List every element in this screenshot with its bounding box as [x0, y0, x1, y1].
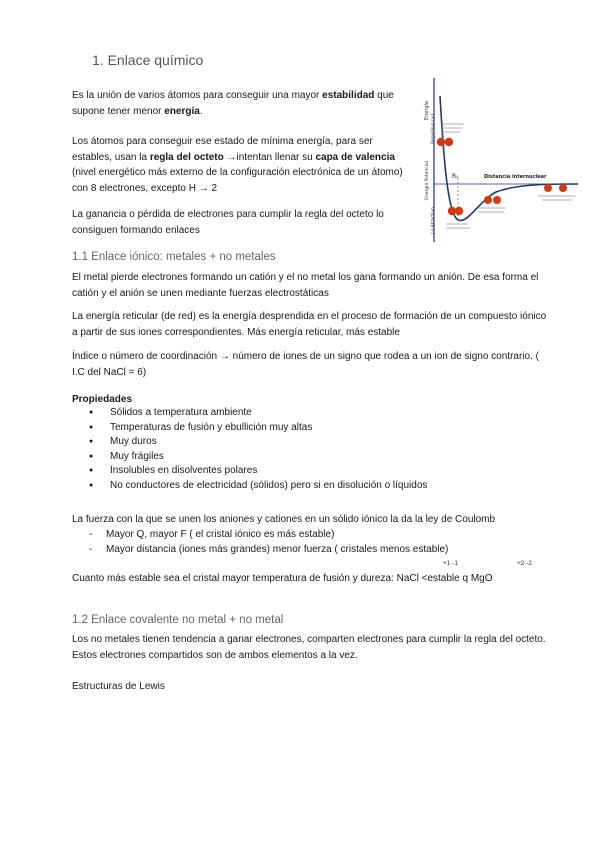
atom	[455, 207, 463, 215]
list-item: - Mayor Q, mayor F ( el cristal iónico es más estable)	[72, 528, 448, 543]
list-item: - Mayor distancia (iones más grandes) menor fuerza ( cristales menos estable)	[72, 543, 448, 558]
energy-diagram	[418, 74, 582, 250]
intro-paragraph-3: La ganancia o pérdida de electrones para cumplir la regla del octeto lo consiguen formando enlaces	[72, 209, 384, 236]
heading-ionic: 1.1 Enlace iónico: metales + no metales	[72, 251, 276, 263]
ionic-paragraph-3: Índice o número de coordinación → número de iones de un signo que rodea a un ion de signo contrario. ( I.C del NaCl = 6)	[72, 351, 539, 378]
potential-curve	[440, 96, 578, 220]
intro-paragraph-2: Los átomos para conseguir ese estado de mínima energía, para ser estables, usan la regla del octeto →intentan llenar su capa de valencia (nivel energético más externo de la configuración electrónica de un átomo) con 8 electrones, excepto H → 2	[72, 136, 403, 194]
list-item: ● Muy frágiles	[72, 450, 427, 465]
atom	[445, 138, 453, 146]
mgo-charges: +2 -2	[517, 560, 532, 567]
coulomb-list	[72, 528, 448, 557]
properties-list	[72, 406, 427, 494]
atom	[437, 138, 445, 146]
y-label-potential: Energía Potencial	[425, 161, 430, 200]
covalent-paragraph-1: Los no metales tienen tendencia a ganar electrones, comparten electrones para cumplir la regla del octeto. Estos electrones compartidos son de ambos elementos a la vez.	[72, 634, 546, 661]
stability-paragraph: Cuanto más estable sea el cristal mayor temperatura de fusión y dureza: NaCl <estable q MgO	[72, 573, 493, 584]
r0-label: R₀	[452, 173, 459, 180]
nacl-charges: +1 -1	[443, 560, 458, 567]
distance-label: Distancia internuclear	[484, 174, 547, 180]
heading-covalent: 1.2 Enlace covalente no metal + no metal	[72, 614, 284, 626]
atom	[493, 196, 501, 204]
coulomb-paragraph: La fuerza con la que se unen los aniones y cationes en un sólido iónico la da la ley de Coulomb	[72, 514, 496, 525]
atom	[484, 196, 492, 204]
list-item: ● Sólidos a temperatura ambiente	[72, 406, 427, 421]
list-item: ● Temperaturas de fusión y ebullición muy altas	[72, 421, 427, 436]
page-title: 1. Enlace químico	[92, 52, 204, 68]
atom	[544, 184, 552, 192]
lewis-heading: Estructuras de Lewis	[72, 681, 165, 692]
y-label-attractive: (-) Atractivo	[431, 207, 436, 234]
ionic-paragraph-2: La energía reticular (de red) es la energía desprendida en el proceso de formación de un compuesto iónico a partir de sus iones correspondientes. Más energía reticular, más estable	[72, 311, 547, 338]
ionic-paragraph-1: El metal pierde electrones formando un catión y el no metal los gana formando un anión. De esa forma el catión y el anión se unen mediante fuerzas electrostáticas	[72, 272, 539, 299]
atom	[559, 184, 567, 192]
list-item: ● No conductores de electricidad (sólidos) pero si en disolución o líquidos	[72, 479, 427, 494]
intro-paragraph-1: Es la unión de varios átomos para conseguir una mayor estabilidad que supone tener menor energía.	[72, 90, 394, 117]
y-label-top: Energía	[424, 101, 430, 120]
properties-title: Propiedades	[72, 394, 133, 405]
list-item: ● Muy duros	[72, 435, 427, 450]
y-label-repulsive: Repulsivo (+)	[431, 113, 436, 144]
list-item: ● Insolubles en disolventes polares	[72, 464, 427, 479]
